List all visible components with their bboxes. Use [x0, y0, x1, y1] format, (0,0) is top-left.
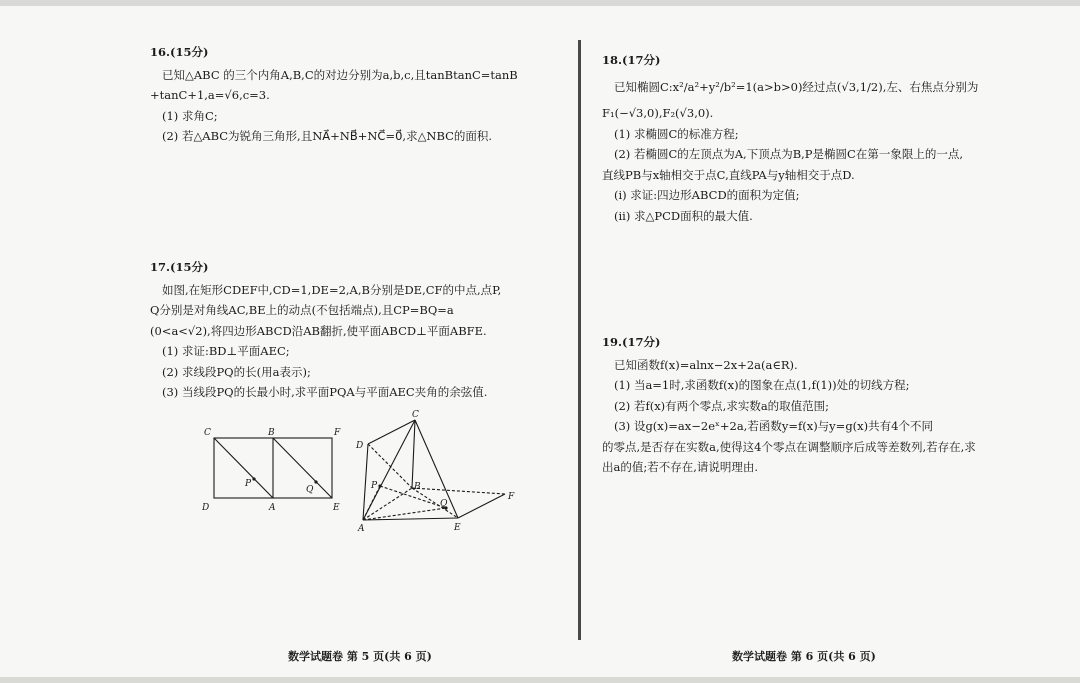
question-18-line: F₁(−√3,0),F₂(√3,0). — [602, 106, 714, 120]
question-17-line: 如图,在矩形CDEF中,CD=1,DE=2,A,B分别是DE,CF的中点,点P, — [162, 282, 502, 297]
label-E: E — [333, 503, 340, 513]
page-footer: 数学试题卷 第 5 页(共 6 页) — [288, 650, 432, 663]
question-18-head: 18.(17分) — [602, 53, 661, 67]
question-18-part-2: (2) 若椭圆C的左顶点为A,下顶点为B,P是椭圆C在第一象限上的一点, — [614, 147, 964, 161]
question-18 — [602, 50, 1012, 226]
page-footer: 数学试题卷 第 6 页(共 6 页) — [732, 650, 876, 663]
question-17 — [150, 257, 560, 403]
label-Q: Q — [440, 499, 448, 509]
question-17-part-1: (1) 求证:BD⊥平面AEC; — [162, 344, 290, 358]
question-19-line: 出a的值;若不存在,请说明理由. — [602, 460, 759, 474]
label-F: F — [508, 492, 515, 502]
label-A: A — [358, 524, 365, 534]
figure-folded-solid — [350, 408, 520, 536]
label-D: D — [356, 441, 364, 451]
question-17-part-2: (2) 求线段PQ的长(用a表示); — [162, 364, 311, 379]
question-16-head: 16.(15分) — [150, 45, 209, 59]
question-16-line: 已知△ABC 的三个内角A,B,C的对边分别为a,b,c,且tanBtanC=tanB — [162, 67, 518, 82]
question-18-line: 已知椭圆C:x²/a²+y²/b²=1(a>b>0)经过点(√3,1/2),左、右焦点分别为 — [614, 79, 979, 94]
question-19-part-3: (3) 设g(x)=ax−2eˣ+2a,若函数y=f(x)与y=g(x)共有4个不同 — [614, 419, 933, 433]
question-16-part-2: (2) 若△ABC为锐角三角形,且NA⃗+NB⃗+NC⃗=0⃗,求△NBC的面积. — [162, 129, 493, 143]
question-19-line: 的零点,是否存在实数a,使得这4个零点在调整顺序后成等差数列,若存在,求 — [602, 439, 976, 454]
label-P: P — [371, 481, 378, 491]
label-D: D — [202, 503, 210, 513]
label-P: P — [245, 479, 252, 489]
page-5 — [150, 0, 560, 683]
label-B: B — [268, 428, 275, 438]
question-16 — [150, 42, 560, 147]
page-6 — [602, 0, 1012, 683]
question-18-part-1: (1) 求椭圆C的标准方程; — [614, 126, 739, 141]
question-17-head: 17.(15分) — [150, 260, 209, 274]
label-C: C — [204, 428, 211, 438]
page-fold-divider — [578, 40, 581, 640]
question-19-part-2: (2) 若f(x)有两个零点,求实数a的取值范围; — [614, 398, 830, 413]
label-E: E — [454, 523, 461, 533]
question-19 — [602, 332, 1012, 478]
label-Q: Q — [306, 485, 314, 495]
question-19-head: 19.(17分) — [602, 335, 661, 349]
label-B: B — [414, 482, 421, 492]
question-18-line: 直线PB与x轴相交于点C,直线PA与y轴相交于点D. — [602, 167, 855, 182]
question-17-part-3: (3) 当线段PQ的长最小时,求平面PQA与平面AEC夹角的余弦值. — [162, 385, 488, 399]
question-16-line: +tanC+1,a=√6,c=3. — [150, 88, 270, 102]
figure-rectangle-cdef — [202, 422, 342, 518]
question-19-part-1: (1) 当a=1时,求函数f(x)的图象在点(1,f(1))处的切线方程; — [614, 378, 910, 392]
question-16-part-1: (1) 求角C; — [162, 108, 218, 123]
question-18-part-2i: (i) 求证:四边形ABCD的面积为定值; — [614, 188, 800, 202]
label-F: F — [334, 428, 341, 438]
question-18-part-2ii: (ii) 求△PCD面积的最大值. — [614, 208, 753, 223]
label-A: A — [269, 503, 276, 513]
label-C: C — [412, 410, 419, 420]
question-17-line: Q分别是对角线AC,BE上的动点(不包括端点),且CP=BQ=a — [150, 303, 454, 317]
question-19-line: 已知函数f(x)=alnx−2x+2a(a∈R). — [614, 357, 798, 372]
question-17-line: (0<a<√2),将四边形ABCD沿AB翻折,使平面ABCD⊥平面ABFE. — [150, 323, 487, 338]
